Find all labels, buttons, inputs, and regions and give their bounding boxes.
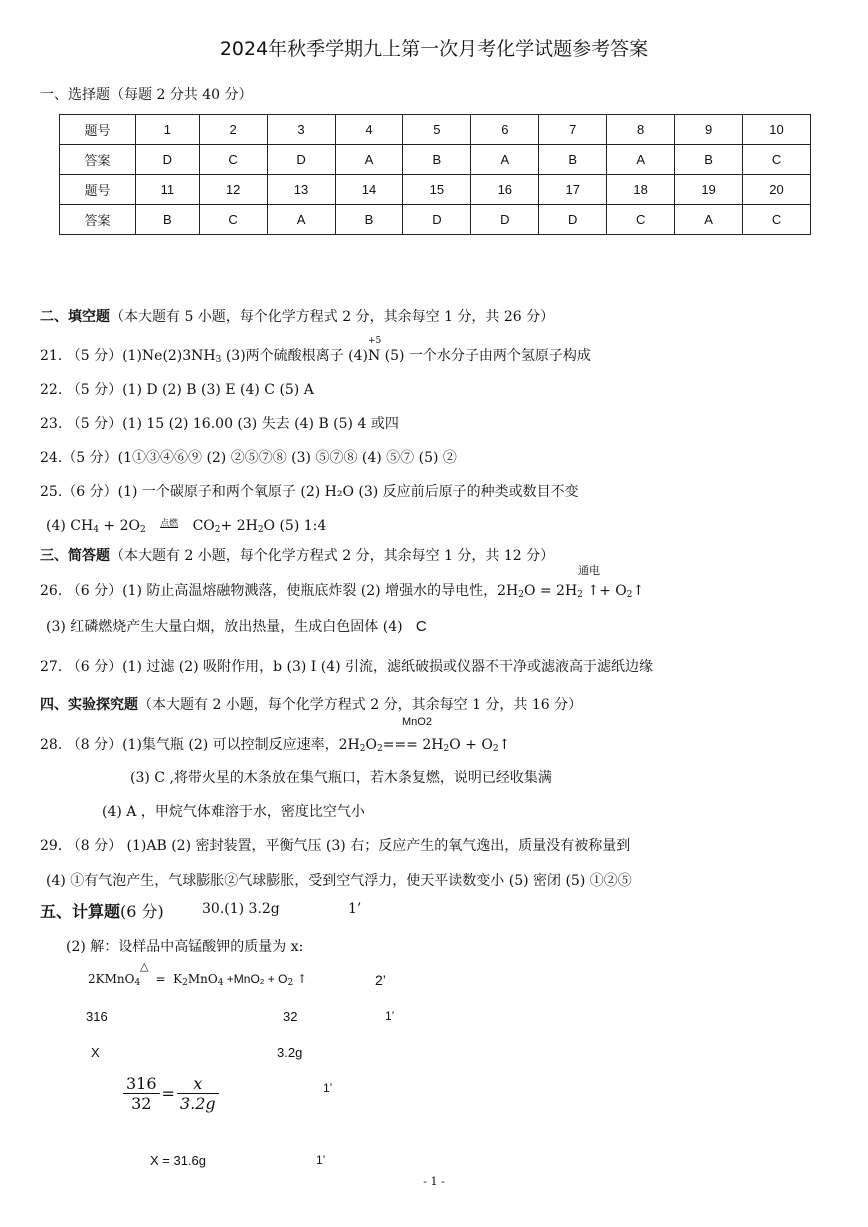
q28-line2: (3) C ,将带火星的木条放在集气瓶口，若木条复燃，说明已经收集满 xyxy=(130,770,552,786)
table-cell: 8 xyxy=(607,115,675,145)
mass-score: 1’ xyxy=(385,1009,395,1023)
q28-line3: (4) A ，甲烷气体难溶于水，密度比空气小 xyxy=(102,804,365,820)
table-cell: 16 xyxy=(471,175,539,205)
section-1-heading: 一、选择题（每题 2 分共 40 分） xyxy=(40,87,253,103)
row-header-cell: 题号 xyxy=(60,175,136,205)
table-cell: A xyxy=(335,145,403,175)
table-cell: B xyxy=(675,145,743,175)
row-header-cell: 答案 xyxy=(60,145,136,175)
q24: 24.（5 分）(1①③④⑥⑨ (2) ②⑤⑦⑧ (3) ⑤⑦⑧ (4) ⑤⑦ (5) ② xyxy=(40,450,457,466)
q29-line1: 29. （8 分） (1)AB (2) 密封装置，平衡气压 (3) 右；反应产生的氧气逸出，质量没有被称量到 xyxy=(40,838,631,854)
table-cell: A xyxy=(267,205,335,235)
result: X = 31.6g xyxy=(150,1153,207,1168)
mass-3-2g: 3.2g xyxy=(277,1045,303,1060)
table-cell: D xyxy=(403,205,471,235)
result-score: 1’ xyxy=(316,1153,326,1167)
table-cell: C xyxy=(199,145,267,175)
q21: 21. （5 分）$(1)Ne(2)3NH_3$ (3)两个硫酸根离子 (4) +5 N (5) 一个水分子由两个氢原子构成 xyxy=(40,336,591,365)
table-cell: C xyxy=(743,205,811,235)
section-2-heading: 二、填空题（本大题有 5 小题，每个化学方程式 2 分，其余每空 1 分，共 26 分） xyxy=(40,309,555,325)
equation-line: 2KMnO$_4$ = $K_2MnO_4 +MnO_2 + O_2$ ↑ xyxy=(88,972,308,988)
table-cell: C xyxy=(607,205,675,235)
table-cell: 5 xyxy=(403,115,471,145)
section-3-heading: 三、简答题（本大题有 2 小题，每个化学方程式 2 分，其余每空 1 分，共 12 分） xyxy=(40,548,555,564)
table-cell: C xyxy=(743,145,811,175)
proportion-equation: $\frac{316}{32}$ = $\frac{x}{3.2g}$ xyxy=(123,1074,219,1113)
table-cell: 7 xyxy=(539,115,607,145)
table-cell: D xyxy=(267,145,335,175)
table-cell: 11 xyxy=(136,175,200,205)
table-cell: D xyxy=(539,205,607,235)
unknown-x: X xyxy=(91,1045,100,1060)
table-cell: 20 xyxy=(743,175,811,205)
section-5-heading: 五、计算题(6 分) xyxy=(40,902,164,921)
table-cell: 18 xyxy=(607,175,675,205)
table-cell: 9 xyxy=(675,115,743,145)
mass-32: 32 xyxy=(283,1009,298,1024)
q29-line2: (4) ①有气泡产生，气球膨胀②气球膨胀，受到空气浮力，使天平读数变小 (5) 密闭 (5) ①②⑤ xyxy=(46,873,632,889)
row-header-cell: 题号 xyxy=(60,115,136,145)
q26-condition: 通电 xyxy=(578,564,600,577)
table-cell: D xyxy=(471,205,539,235)
table-cell: 12 xyxy=(199,175,267,205)
table-cell: A xyxy=(675,205,743,235)
table-cell: 15 xyxy=(403,175,471,205)
q23: 23. （5 分）(1) 15 (2) 16.00 (3) 失去 (4) B (5) 4 或四 xyxy=(40,416,399,432)
q26-line1: 26. （6 分）(1) 防止高温熔融物溅落，使瓶底炸裂 (2) 增强水的导电性，$2H_2O = 2H_2$ ↑+ $O_2↑$ xyxy=(40,583,645,600)
table-cell: 1 xyxy=(136,115,200,145)
table-row xyxy=(60,205,811,235)
row-header-cell: 答案 xyxy=(60,205,136,235)
q28-line1: 28. （8 分）(1)集气瓶 (2) 可以控制反应速率，$2H_2O_2=== 2H_2O$ + $O_2↑$ xyxy=(40,737,511,754)
table-cell: 3 xyxy=(267,115,335,145)
q28-catalyst: MnO2 xyxy=(402,716,432,728)
q25-line1: 25.（6 分）(1) 一个碳原子和两个氧原子 (2) H₂O (3) 反应前后原子的种类或数目不变 xyxy=(40,484,579,500)
reaction-condition: 点燃 xyxy=(160,519,179,529)
proportion-score: 1’ xyxy=(323,1081,333,1095)
table-cell: 10 xyxy=(743,115,811,145)
q26-line2: (3) 红磷燃烧产生大量白烟，放出热量，生成白色固体 (4) C xyxy=(46,618,427,635)
table-cell: 17 xyxy=(539,175,607,205)
table-row xyxy=(60,115,811,145)
table-cell: 2 xyxy=(199,115,267,145)
table-cell: 19 xyxy=(675,175,743,205)
heat-symbol: △ xyxy=(140,960,149,973)
page-number: - 1 - xyxy=(423,1175,445,1188)
table-cell: B xyxy=(403,145,471,175)
table-cell: D xyxy=(136,145,200,175)
table-cell: C xyxy=(199,205,267,235)
table-row xyxy=(60,145,811,175)
table-cell: 6 xyxy=(471,115,539,145)
table-cell: B xyxy=(136,205,200,235)
section-4-heading: 四、实验探究题（本大题有 2 小题，每个化学方程式 2 分，其余每空 1 分，共 16 分） xyxy=(40,697,583,713)
table-cell: B xyxy=(539,145,607,175)
q30-part1: 30.(1) 3.2g xyxy=(202,901,280,917)
table-cell: B xyxy=(335,205,403,235)
q27: 27. （6 分）(1) 过滤 (2) 吸附作用，b (3) I (4) 引流，滤纸破损或仪器不干净或滤液高于滤纸边缘 xyxy=(40,659,654,675)
table-cell: A xyxy=(607,145,675,175)
answer-table xyxy=(59,114,811,235)
valence-mark: +5 xyxy=(367,336,382,346)
page-title: 2024年秋季学期九上第一次月考化学试题参考答案 xyxy=(219,38,649,60)
table-cell: 14 xyxy=(335,175,403,205)
q25-line2: (4) $CH_4 + 2O_2$ 点燃 $CO_2+ 2H_2O$ (5) 1:4 xyxy=(46,518,327,535)
table-cell: 4 xyxy=(335,115,403,145)
table-row xyxy=(60,175,811,205)
q30-part1-score: 1’ xyxy=(348,901,362,917)
equation-score: 2’ xyxy=(375,972,386,988)
mass-316: 316 xyxy=(86,1009,108,1024)
q30-solution-intro: (2) 解：设样品中高锰酸钾的质量为 x: xyxy=(66,939,304,955)
table-cell: A xyxy=(471,145,539,175)
q22: 22. （5 分）(1) D (2) B (3) E (4) C (5) A xyxy=(40,382,314,398)
table-cell: 13 xyxy=(267,175,335,205)
